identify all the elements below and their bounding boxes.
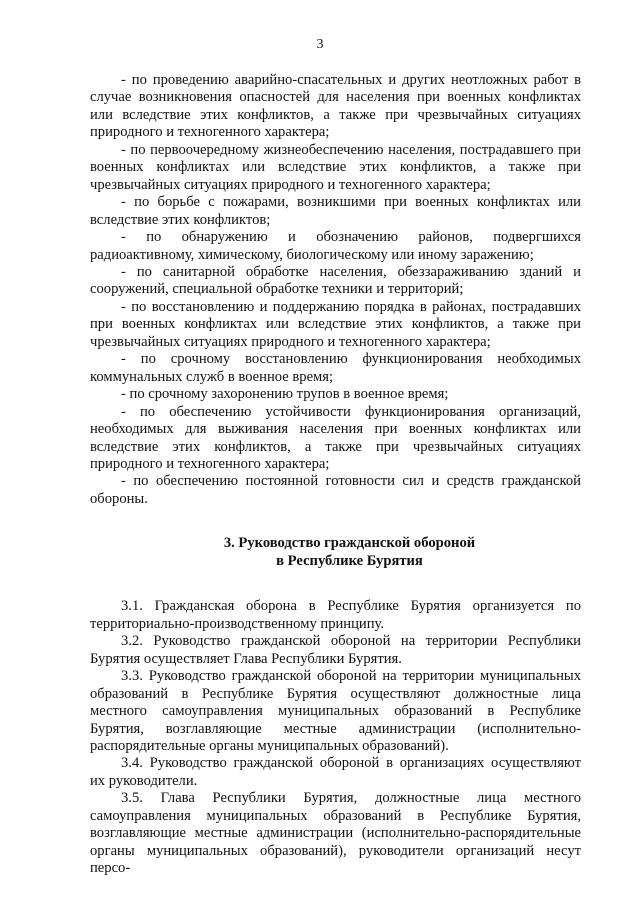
section-title-line-2: в Республике Бурятия <box>276 552 423 569</box>
bullet-paragraph: - по обнаружению и обозначению районов, подвергшихся радиоактивному, химическому, биологическому или иному заражению; <box>90 229 581 263</box>
bullet-paragraph: - по проведению аварийно-спасательных и других неотложных работ в случае возникновения опасностей для населения при военных конфликтах или вследствие этих конфликтов, а также при чрезвычайных ситуациях природного и техногенного характера; <box>90 72 581 141</box>
bullet-paragraph: - по срочному захоронению трупов в военное время; <box>121 386 449 403</box>
bullet-paragraph: - по обеспечению устойчивости функционирования организаций, необходимых для выживания населения при военных конфликтах или вследствие этих конфликтов, а также при чрезвычайных ситуациях природного и техногенного характера; <box>90 403 581 472</box>
bullet-paragraph: - по борьбе с пожарами, возникшими при военных конфликтах или вследствие этих конфликтов; <box>90 194 581 228</box>
section-title-line-1: 3. Руководство гражданской обороной <box>223 535 476 552</box>
bullet-paragraph: - по обеспечению постоянной готовности сил и средств гражданской обороны. <box>90 473 581 507</box>
clause-paragraph: 3.1. Гражданская оборона в Республике Бурятия организуется по территориально-производственному принципу. <box>90 598 581 632</box>
bullet-paragraph: - по срочному восстановлению функционирования необходимых коммунальных служб в военное время; <box>90 351 581 385</box>
page-number: 3 <box>316 37 324 52</box>
clause-paragraph: 3.4. Руководство гражданской обороной в организациях осуществляют их руководители. <box>90 755 581 789</box>
document-body <box>90 72 581 878</box>
section-heading <box>90 535 581 570</box>
bullet-paragraph: - по первоочередному жизнеобеспечению населения, пострадавшего при военных конфликтах или вследствие этих конфликтов, а также при чрезвычайных ситуациях природного и техногенного характера; <box>90 141 581 193</box>
clause-paragraph: 3.3. Руководство гражданской обороной на территории муниципальных образований в Республике Бурятия осуществляют должностные лица местного самоуправления муниципальных образований в Республике Бурятия, возглавляющие местные администрации (исполнительно-распорядительные органы муниципальных образований). <box>90 668 581 754</box>
bullet-paragraph: - по восстановлению и поддержанию порядка в районах, пострадавших при военных конфликтах или вследствие этих конфликтов, а также при чрезвычайных ситуациях природного и техногенного характера; <box>90 298 581 350</box>
bullet-paragraph: - по санитарной обработке населения, обеззараживанию зданий и сооружений, специальной обработке техники и территорий; <box>90 263 581 298</box>
clause-paragraph: 3.2. Руководство гражданской обороной на территории Республики Бурятия осуществляет Глава Республики Бурятия. <box>90 633 581 667</box>
clause-paragraph: 3.5. Глава Республики Бурятия, должностные лица местного самоуправления муниципальных образований в Республике Бурятия, возглавляющие местные администрации (исполнительно-распорядительные органы муниципальных образований), руководители организаций несут персо- <box>90 790 581 877</box>
